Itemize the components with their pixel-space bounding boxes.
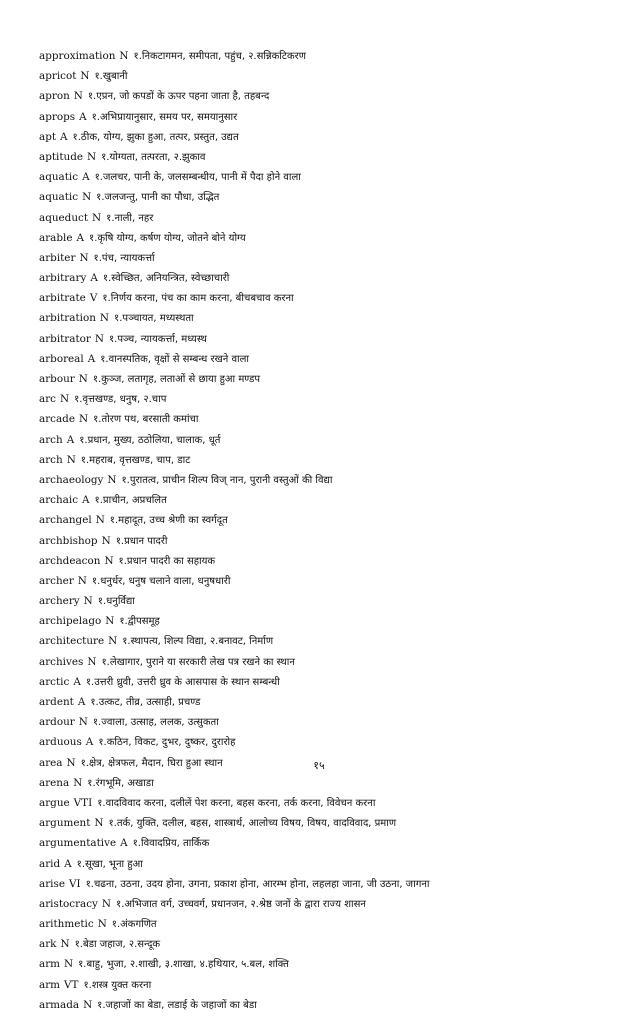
definition: १.कुञ्ज, लतागृह, लताओं से छाया हुआ मण्डप (92, 374, 261, 385)
part-of-speech: N (78, 373, 88, 385)
dictionary-entry (39, 692, 619, 712)
headword: archer (39, 574, 74, 587)
definition: १.क्षेत्र, क्षेत्रफल, मैदान, घिरा हुआ स्थान (80, 757, 223, 769)
definition: १.ठीक, योग्य, झुका हुआ, तत्पर, प्रस्तुत, उद्यत (72, 131, 239, 143)
headword: arbitrator (39, 332, 91, 345)
definition: १.महादूत, उच्च श्रेणी का स्वर्गदूत (109, 515, 228, 527)
dictionary-entry (39, 510, 619, 530)
definition: १.निर्णय करना, पंच का काम करना, बीचबचाव करना (102, 293, 294, 305)
part-of-speech: A (79, 110, 87, 123)
definition: १.एप्रन, जो कपडों के ऊपर पहना जाता है, तहबन्द (87, 91, 270, 103)
definition: १.तोरण पथ, बरसाती कमांचा (93, 414, 199, 426)
part-of-speech: A (73, 675, 81, 688)
part-of-speech: A (82, 494, 90, 507)
dictionary-entry (39, 167, 619, 187)
part-of-speech: N (97, 918, 107, 931)
definition: १.लेखागार, पुराने या सरकारी लेख पत्र रखने का स्थान (101, 656, 295, 668)
definition: १.अभिप्रायानुसार, समय पर, समयानुसार (91, 111, 238, 123)
headword: arena (39, 776, 70, 789)
part-of-speech: N (80, 70, 90, 83)
dictionary-entry (39, 813, 619, 833)
definition: १.ज्वाला, उत्साह, ललक, उत्सुकता (92, 717, 219, 729)
definition: १.खुबानी (94, 71, 128, 83)
definition: १.प्राचीन, अप्रचलित (94, 495, 167, 507)
headword: aristocracy (39, 897, 98, 910)
dictionary-entry (39, 389, 619, 409)
dictionary-entry (39, 874, 619, 894)
definition: १.बेडा जहाज, २.सन्दूक (74, 939, 161, 951)
definition: १.पुरातत्व, प्राचीन शिल्प विज् नान, पुरानी वस्तुओं की विद्या (121, 474, 333, 486)
dictionary-entry (39, 490, 619, 510)
part-of-speech: N (87, 150, 97, 163)
part-of-speech: N (73, 776, 83, 789)
dictionary-entry (39, 470, 619, 490)
dictionary-entry (39, 672, 619, 692)
definition: १.जलजन्तु, पानी का पौधा, उद्भित (96, 192, 220, 204)
page-number: १५ (313, 759, 325, 772)
part-of-speech: V (89, 292, 98, 305)
headword: arable (39, 231, 73, 244)
definition: १.शस्त्र युक्त करना (83, 979, 152, 991)
definition: १.द्वीपसमूह (119, 616, 160, 628)
definition: १.स्वेच्छित, अनियन्त्रित, स्वेच्छाचारी (102, 273, 230, 285)
definition: १.अंकगणित (111, 919, 157, 931)
dictionary-entry (39, 430, 619, 450)
dictionary-entry (39, 86, 619, 106)
part-of-speech: A (90, 272, 98, 285)
definition: १.कृषि योग्य, कर्षण योग्य, जोतने बोने योग्य (89, 232, 246, 244)
part-of-speech: A (85, 736, 94, 749)
headword: arch (39, 453, 63, 466)
part-of-speech: VT (64, 978, 79, 991)
part-of-speech: A (87, 352, 96, 365)
part-of-speech: VTI (73, 796, 93, 809)
dictionary-entry (39, 208, 619, 228)
headword: ark (39, 938, 57, 951)
dictionary-entry (39, 1015, 619, 1035)
headword: aprops (39, 110, 76, 123)
part-of-speech: N (78, 413, 89, 426)
part-of-speech: N (99, 312, 110, 325)
headword: ardour (39, 716, 75, 729)
dictionary-entry (39, 995, 619, 1015)
dictionary-entry (39, 894, 619, 914)
headword: arbitrate (39, 292, 86, 305)
definition: १.जहाजों का बेडा, लडाई के जहाजों का बेडा (97, 999, 257, 1011)
dictionary-entry (39, 793, 619, 813)
part-of-speech: A (120, 837, 128, 850)
headword: apt (39, 130, 57, 143)
dictionary-entry (39, 349, 619, 369)
part-of-speech: N (83, 595, 93, 608)
part-of-speech: N (64, 958, 74, 971)
definition: १.पंच, न्यायकर्त्ता (93, 252, 155, 264)
dictionary-entry (39, 611, 619, 631)
headword: aptitude (39, 150, 84, 163)
part-of-speech: N (107, 473, 117, 486)
headword: archipelago (39, 615, 102, 628)
part-of-speech: N (92, 211, 102, 224)
part-of-speech: N (105, 615, 115, 628)
headword: apricot (39, 70, 77, 83)
dictionary-entry (39, 975, 619, 995)
definition: १.वानस्पतिक, वृक्षों से सम्बन्ध रखने वाला (100, 353, 249, 365)
dictionary-entry (39, 833, 619, 853)
dictionary-entry (39, 631, 619, 651)
part-of-speech: N (119, 50, 129, 62)
dictionary-entry (39, 147, 619, 167)
headword: arch (39, 433, 63, 446)
part-of-speech: VI (68, 877, 81, 890)
dictionary-entry (39, 934, 619, 954)
part-of-speech: A (77, 696, 86, 708)
headword: arithmetic (39, 918, 94, 931)
dictionary-entry (39, 712, 619, 732)
part-of-speech: N (101, 534, 111, 547)
definition: १.स्थापत्य, शिल्प विद्या, २.बनावट, निर्माण (122, 636, 274, 648)
headword: arid (39, 857, 61, 870)
dictionary-entry (39, 914, 619, 934)
dictionary-page (39, 46, 619, 1035)
part-of-speech: N (60, 938, 70, 951)
definition: १.योग्यता, तत्परता, २.झुकाव (101, 151, 206, 163)
dictionary-entry (39, 66, 619, 86)
dictionary-entry (39, 773, 619, 793)
dictionary-entry (39, 591, 619, 611)
headword: archives (39, 655, 84, 668)
definition: १.उत्कट, तीव्र, उत्साही, प्रचण्ड (90, 697, 201, 708)
headword: aquatic (39, 171, 79, 184)
dictionary-entry (39, 954, 619, 974)
headword: archangel (39, 514, 92, 527)
definition: १.उत्तरी ध्रुवी, उत्तरी ध्रुव के आसपास के स्थान सम्बन्धी (85, 676, 280, 688)
headword: arbiter (39, 251, 76, 264)
part-of-speech: N (59, 393, 70, 406)
headword: area (39, 756, 63, 769)
definition: १.तर्क, युक्ति, दलील, बहस, शास्त्रार्थ, आलोच्य विषय, विषय, वादविवाद, प्रमाण (108, 818, 397, 830)
headword: archbishop (39, 534, 98, 547)
definition: १.चढना, उठना, उदय होना, उगना, प्रकाश होना, आरम्भ होना, लहलहा जाना, जी उठना, जागना (85, 878, 430, 890)
headword: arbitration (39, 312, 96, 325)
definition: १.प्रधान, मुख्य, ठठोलिया, चालाक, धूर्त (79, 434, 221, 446)
dictionary-entry (39, 652, 619, 672)
part-of-speech: A (82, 171, 90, 184)
definition: १.जलचर, पानी के, जलसम्बन्धीय, पानी में पैदा होने वाला (94, 172, 301, 184)
headword: aqueduct (39, 211, 89, 224)
dictionary-entry (39, 450, 619, 470)
headword: armada (39, 998, 80, 1011)
part-of-speech: N (83, 998, 93, 1011)
definition: १.धनुर्विद्या (97, 596, 135, 608)
dictionary-entry (39, 329, 619, 349)
part-of-speech: N (73, 90, 83, 103)
part-of-speech: N (78, 716, 88, 729)
headword: arise (39, 877, 65, 890)
definition: १.वादविवाद करना, दलीलें पेश करना, बहस करना, तर्क करना, विवेचन करना (97, 797, 376, 809)
headword: archdeacon (39, 554, 101, 567)
headword: arboreal (39, 352, 84, 365)
dictionary-entry (39, 369, 619, 389)
definition: १.महराब, वृत्तखण्ड, चाप, डाट (80, 454, 191, 466)
definition: १.पञ्चायत, मध्यस्थता (114, 313, 194, 325)
definition: १.विवादप्रिय, तार्किक (132, 838, 210, 850)
headword: arcade (39, 413, 75, 426)
part-of-speech: A (76, 231, 84, 244)
part-of-speech: N (66, 453, 76, 466)
part-of-speech: N (101, 897, 112, 910)
definition: १.धनुर्धर, धनुष चलाने वाला, धनुषधारी (91, 575, 231, 587)
definition: १.वृत्तखण्ड, धनुष, २.चाप (74, 394, 167, 406)
headword: arbitrary (39, 272, 87, 285)
definition: १.कठिन, विकट, दुभर, दुष्कर, दुरारोह (98, 737, 236, 749)
dictionary-entry (39, 228, 619, 248)
definition: १.प्रधान पादरी का सहायक (118, 555, 216, 567)
headword: arm (39, 958, 61, 971)
part-of-speech: A (66, 433, 75, 446)
headword: arm (39, 978, 61, 991)
headword: architecture (39, 635, 105, 648)
definition: १.पञ्च, न्यायकर्त्ता, मध्यस्थ (108, 333, 207, 345)
definition: १.रंगभूमि, अखाडा (87, 777, 154, 789)
headword: archaeology (39, 473, 104, 486)
headword: archery (39, 595, 80, 608)
definition: १.नाली, नहर (106, 212, 154, 224)
definition: १.बाहु, भुजा, २.शाखी, ३.शाखा, ४.हथियार, ५.बल, शक्ति (78, 959, 289, 971)
dictionary-entry (39, 127, 619, 147)
definition: १.प्रधान पादरी (115, 535, 168, 547)
headword: arctic (39, 675, 70, 688)
headword: aquatic (39, 191, 79, 204)
dictionary-entry (39, 732, 619, 752)
dictionary-entry (39, 288, 619, 308)
dictionary-entry (39, 854, 619, 874)
headword: arduous (39, 736, 82, 749)
part-of-speech: N (82, 191, 92, 204)
dictionary-entry (39, 409, 619, 429)
headword: apron (39, 90, 70, 103)
definition: १.अभिजात वर्ग, उच्चवर्ग, प्रधानजन, २.श्रेष्ठ जनों के द्वारा राज्य शासन (116, 898, 366, 910)
dictionary-entry (39, 187, 619, 207)
headword: argue (39, 796, 70, 809)
part-of-speech: N (79, 251, 89, 264)
part-of-speech: N (95, 514, 105, 527)
headword: arbour (39, 373, 75, 385)
part-of-speech: N (94, 332, 104, 345)
definition: १.निकटागमन, समीपता, पहुंच, २.सन्निकटिकरण (133, 51, 306, 62)
dictionary-entry (39, 248, 619, 268)
definition: १.सूखा, भूना हुआ (76, 858, 143, 870)
part-of-speech: N (108, 635, 118, 648)
headword: arc (39, 393, 56, 406)
dictionary-entry (39, 107, 619, 127)
part-of-speech: N (87, 655, 97, 668)
headword: archaic (39, 494, 79, 507)
part-of-speech: N (77, 574, 87, 587)
part-of-speech: A (60, 130, 68, 143)
headword: argumentative (39, 837, 117, 850)
headword: approximation (39, 50, 116, 62)
part-of-speech: A (64, 857, 72, 870)
part-of-speech: N (104, 554, 114, 567)
dictionary-entry (39, 571, 619, 591)
dictionary-entry (39, 531, 619, 551)
headword: ardent (39, 696, 74, 708)
dictionary-entry (39, 308, 619, 328)
dictionary-entry (39, 268, 619, 288)
dictionary-entry (39, 551, 619, 571)
part-of-speech: N (66, 756, 76, 769)
part-of-speech: N (94, 817, 104, 830)
headword: argument (39, 817, 91, 830)
dictionary-entry (39, 46, 619, 66)
